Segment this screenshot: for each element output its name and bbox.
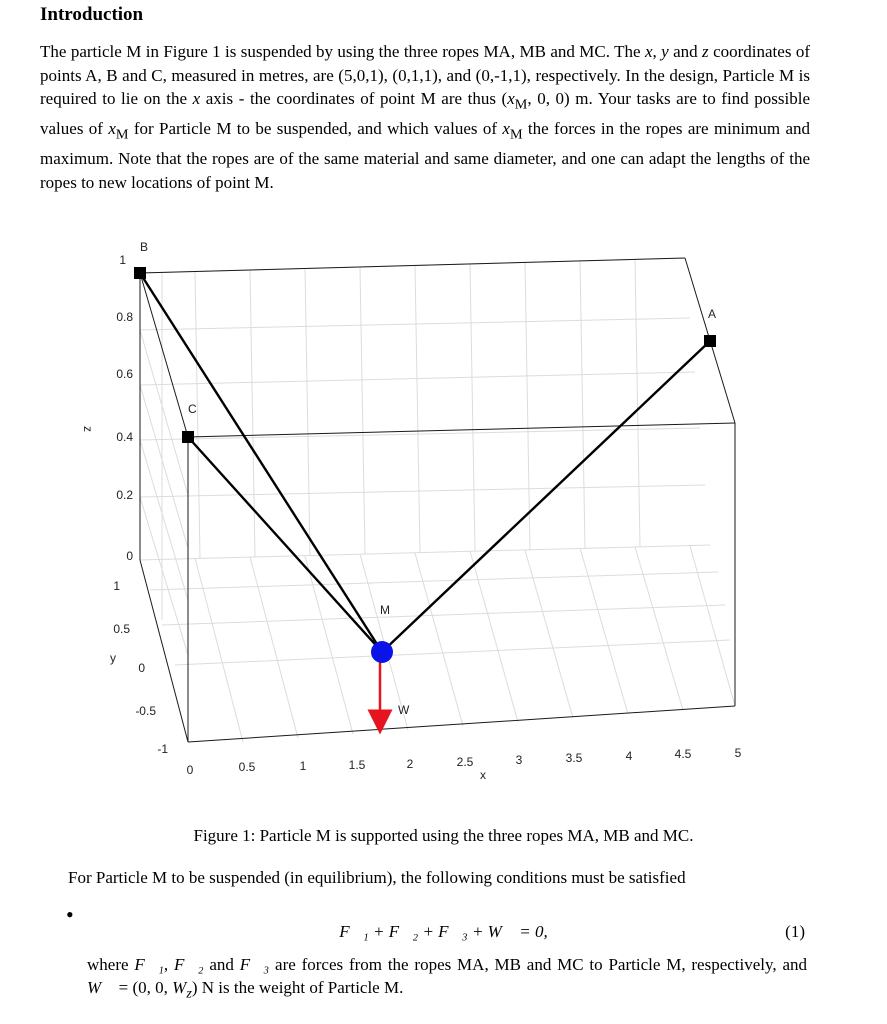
x-tick-0: 0 — [186, 763, 194, 777]
y-axis-label: y — [110, 651, 116, 665]
z-tick-0.4: 0.4 — [116, 430, 133, 444]
z-tick-0: 0 — [126, 549, 133, 563]
label-a: A — [708, 307, 717, 321]
label-m: M — [380, 603, 390, 617]
y-tick--0.5: -0.5 — [135, 704, 156, 718]
rope-mb — [140, 273, 382, 652]
x-axis-label: x — [480, 768, 486, 782]
z-tick-0.2: 0.2 — [116, 488, 133, 502]
bullet-marker: • — [66, 902, 74, 927]
y-tick-0.5: 0.5 — [113, 622, 130, 636]
figure-caption: Figure 1: Particle M is supported using the three ropes MA, MB and MC. — [193, 826, 694, 845]
x-tick-3: 3 — [515, 753, 523, 767]
rope-mc — [188, 437, 382, 652]
x-tick-0.5: 0.5 — [238, 760, 256, 774]
z-tick-0.6: 0.6 — [116, 367, 133, 381]
equilibrium-condition-text: For Particle M to be suspended (in equilibrium), the following conditions must be satisfied — [68, 868, 686, 887]
plot-box — [140, 258, 735, 742]
x-tick-1.5: 1.5 — [348, 758, 366, 772]
particle-m — [371, 641, 393, 663]
z-tick-1: 1 — [119, 253, 126, 267]
label-w: W — [398, 703, 410, 717]
equilibrium-equation: F⃗₁ + F⃗₂ + F⃗₃ + W⃗ = 0, — [339, 922, 548, 941]
x-tick-4.5: 4.5 — [674, 747, 692, 761]
x-ticks — [187, 746, 742, 777]
anchor-point-b — [134, 267, 146, 279]
x-tick-4: 4 — [625, 749, 633, 763]
label-c: C — [188, 402, 197, 416]
figure-1-3d-plot — [0, 220, 887, 820]
ropes — [140, 273, 710, 652]
equation-explanation: where F⃗₁, F⃗₂ and F⃗₃ are forces from the ropes MA, MB and MC to Particle M, respectively, and W⃗ = (0, 0, $W_z$) N is the weight of Particle M. — [87, 955, 808, 1002]
y-tick--1: -1 — [157, 742, 168, 756]
section-heading: Introduction — [40, 4, 144, 25]
x-tick-3.5: 3.5 — [565, 751, 583, 765]
rope-ma — [382, 341, 710, 652]
plot-grid — [140, 258, 735, 742]
intro-paragraph: The particle M in Figure 1 is suspended by using the three ropes MA, MB and MC. The x, y and z coordinates of points A, B and C, measured in metres, are (5,0,1), (0,1,1), and (0,-1,1), respectively. In the design, Particle M is required to lie on the x axis - the coordinates of point M are thus ($x_M$, 0, 0) m. Your tasks are to find possible values of $x_M$ for Particle M to be suspended, and which values of $x_M$ the forces in the ropes are minimum and maximum. Note that the ropes are of the same material and same diameter, and one can adapt the lengths of the ropes to new locations of point M. — [40, 42, 811, 192]
x-tick-5: 5 — [734, 746, 742, 760]
y-tick-0: 0 — [138, 661, 145, 675]
x-tick-2.5: 2.5 — [456, 755, 474, 769]
z-tick-0.8: 0.8 — [116, 310, 133, 324]
anchor-point-c — [182, 431, 194, 443]
x-tick-1: 1 — [299, 759, 307, 773]
y-tick-1: 1 — [113, 579, 120, 593]
y-ticks — [113, 579, 168, 756]
anchor-point-a — [704, 335, 716, 347]
x-tick-2: 2 — [406, 757, 414, 771]
label-b: B — [140, 240, 149, 254]
equation-number: (1) — [785, 922, 805, 941]
z-axis-label: z — [81, 426, 95, 432]
z-ticks — [116, 253, 133, 563]
